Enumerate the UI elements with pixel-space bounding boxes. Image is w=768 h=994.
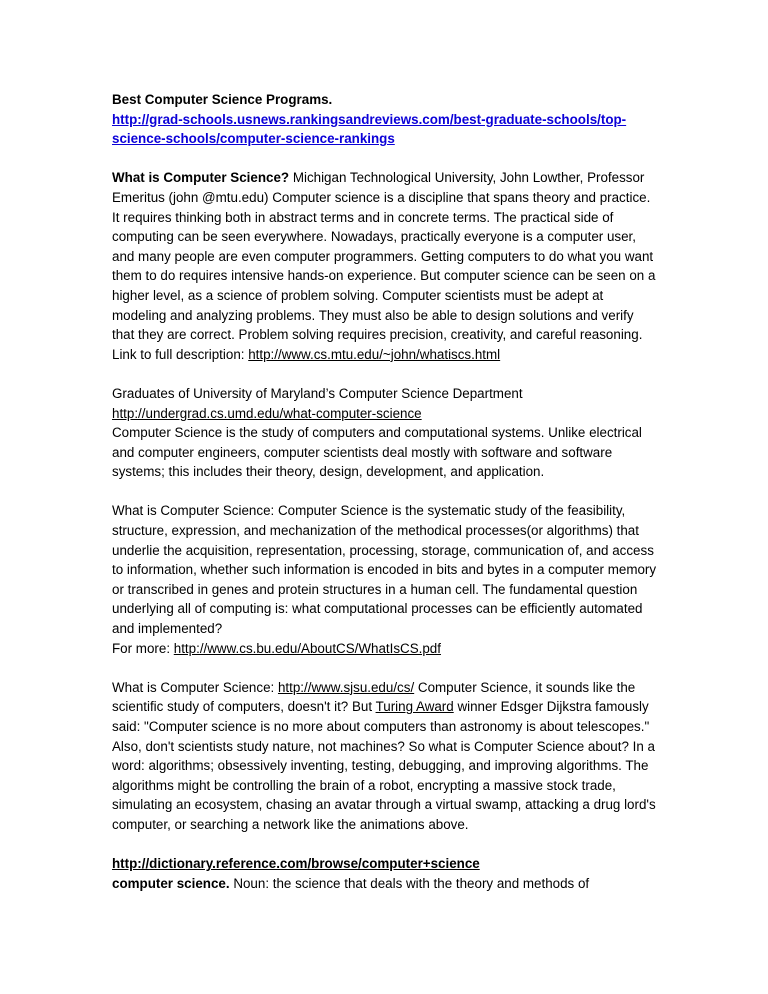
turing-award-link[interactable]: Turing Award	[375, 699, 454, 715]
section-best-programs	[112, 90, 657, 149]
section-umd	[112, 384, 657, 482]
mtu-heading: What is Computer Science?	[112, 170, 290, 186]
spacer	[112, 658, 657, 678]
umd-link[interactable]: http://undergrad.cs.umd.edu/what-computer-science	[112, 405, 422, 421]
mtu-paragraph: Michigan Technological University, John Lowther, Professor Emeritus (john @mtu.edu) Computer science is a discipline that spans theory and practice. It requires thinking both in abstract terms and in concrete terms. The practical side of computing can be seen everywhere. Nowadays, practically everyone is a computer user, and many people are even computer programmers. Getting computers to do what you want them to do requires intensive hands-on experience. But computer science can be seen on a higher level, as a science of problem solving. Computer scientists must be adept at modeling and analyzing problems. They must also be able to design solutions and verify that they are correct. Problem solving requires precision, creativity, and careful reasoning. Link to full description:	[112, 170, 656, 362]
section-sjsu	[112, 678, 657, 835]
umd-title: Graduates of University of Maryland’s Computer Science Department	[112, 385, 523, 401]
document-page	[112, 90, 657, 893]
umd-paragraph: Computer Science is the study of computers and computational systems. Unlike electrical and computer engineers, computer scientists deal mostly with software and software systems; this includes their theory, design, development, and application.	[112, 425, 642, 480]
best-programs-title: Best Computer Science Programs.	[112, 92, 333, 107]
sjsu-paragraph-a: Computer Science, it sounds like the scientific study of computers, doesn't it? But	[112, 679, 636, 715]
usnews-rankings-link[interactable]: http://grad-schools.usnews.rankingsandreviews.com/best-graduate-schools/top-science-schools/computer-science-rankings	[112, 111, 627, 147]
bu-whatiscs-link[interactable]: http://www.cs.bu.edu/AboutCS/WhatIsCS.pdf	[173, 640, 441, 656]
dictionary-term: computer science.	[112, 875, 230, 891]
spacer	[112, 364, 657, 384]
sjsu-intro: What is Computer Science:	[112, 679, 278, 695]
sjsu-paragraph-b: winner Edsger Dijkstra famously said: "Computer science is no more about computers than astronomy is about telescopes." Also, don't scientists study nature, not machines? So what is Computer Science about? In a word: algorithms; obsessively inventing, testing, debugging, and improving algorithms. The algorithms might be controlling the brain of a robot, encrypting a massive stock trade, simulating an ecosystem, chasing an avatar through a virtual swamp, attacking a drug lord's computer, or searching a network like the animations above.	[112, 699, 656, 832]
spacer	[112, 482, 657, 502]
dictionary-link[interactable]: http://dictionary.reference.com/browse/computer+science	[112, 856, 480, 872]
spacer	[112, 835, 657, 855]
bu-more-label: For more:	[112, 640, 174, 656]
dictionary-definition: Noun: the science that deals with the theory and methods of	[229, 875, 590, 891]
sjsu-cs-link[interactable]: http://www.sjsu.edu/cs/	[277, 679, 415, 695]
bu-paragraph: What is Computer Science: Computer Science is the systematic study of the feasibility, structure, expression, and mechanization of the methodical processes(or algorithms) that underlie the acquisition, representation, processing, storage, communication of, and access to information, whether such information is encoded in bits and bytes in a computer memory or transcribed in genes and protein structures in a human cell. The fundamental question underlying all of computing is: what computational processes can be efficiently automated and implemented?	[112, 503, 657, 637]
section-mtu	[112, 168, 657, 364]
mtu-whatiscs-link[interactable]: http://www.cs.mtu.edu/~john/whatiscs.html	[248, 346, 501, 362]
section-bu	[112, 501, 657, 658]
spacer	[112, 149, 657, 169]
section-dictionary	[112, 854, 657, 893]
